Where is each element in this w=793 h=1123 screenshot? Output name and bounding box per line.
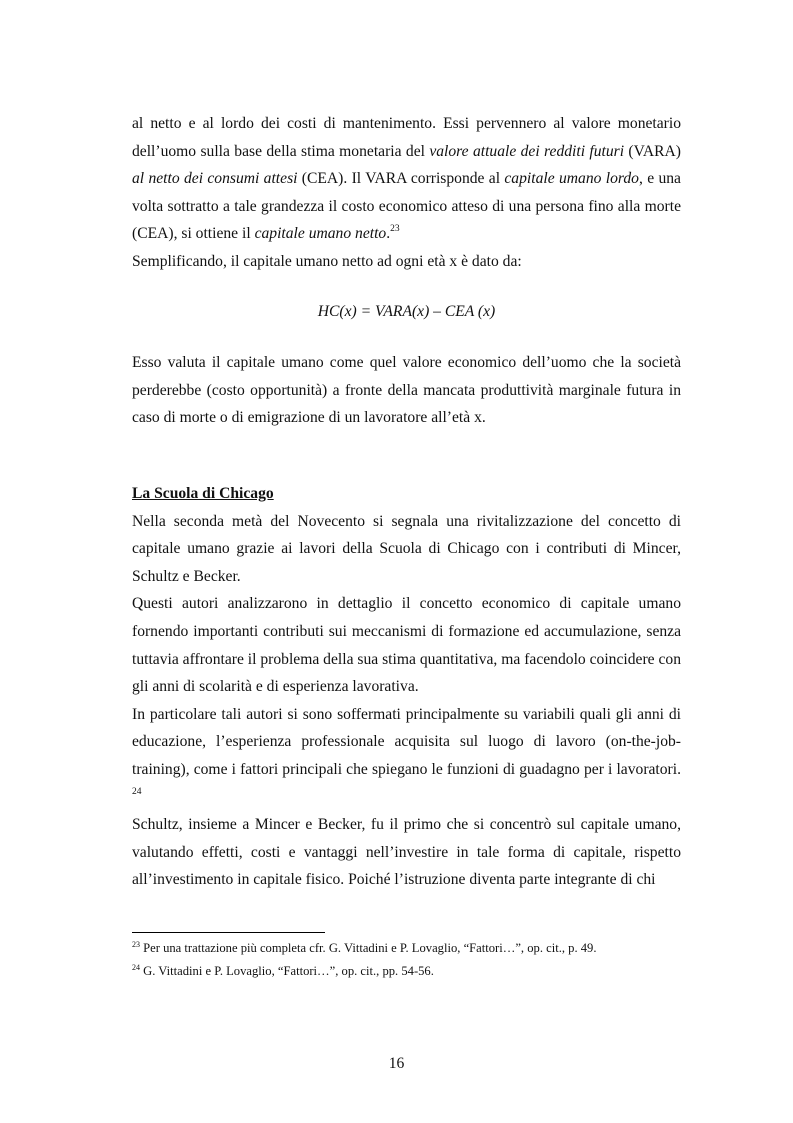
text-run: , e una volta sottratto a tale grandezza il costo economico atteso di una persona fino alla morte (CEA), si ottiene il — [132, 170, 681, 243]
footnote-number: 24 — [132, 963, 140, 972]
italic-run: al netto dei consumi attesi — [132, 170, 298, 188]
paragraph-valutazione: Esso valuta il capitale umano come quel valore economico dell’uomo che la società perderebbe (costo opportunità) a fronte della mancata produttività marginale futura in caso di morte o di emigrazione di un lavoratore all’età x. — [132, 354, 681, 427]
paragraph-vara — [132, 110, 681, 248]
footnote-23 — [132, 937, 681, 960]
footnote-text: Per una trattazione più completa cfr. G. Vittadini e P. Lovaglio, “Fattori…”, op. cit., p. 49. — [140, 941, 597, 955]
italic-run: capitale umano lordo — [504, 170, 639, 188]
paragraph-semplificando: Semplificando, il capitale umano netto ad ogni età x è dato da: — [132, 252, 522, 270]
italic-run: valore attuale dei redditi futuri — [429, 142, 625, 160]
text-run: In particolare tali autori si sono soffermati principalmente su variabili quali gli anni di educazione, l’esperienza professionale acquisita sul luogo di lavoro (on-the-job-training), come i fattori principali che spiegano le funzioni di guadagno per i lavoratori. — [132, 705, 681, 778]
paragraph-autori: Questi autori analizzarono in dettaglio il concetto economico di capitale umano fornendo importanti contributi sui meccanismi di formazione ed accumulazione, senza tuttavia affrontare il problema della sua stima quantitativa, ma facendolo coincidere con gli anni di scolarità e di esperienza lavorativa. — [132, 595, 681, 696]
text-run: al netto e al lordo dei costi di mantenimento. Essi pervennero al valore monetario dell’uomo sulla base della stima monetaria del — [132, 115, 681, 160]
footnote-ref-23[interactable]: 23 — [390, 224, 400, 235]
footnote-24 — [132, 960, 681, 983]
paragraph-schultz: Schultz, insieme a Mincer e Becker, fu il primo che si concentrò sul capitale umano, valutando effetti, costi e vantaggi nell’investire in tale forma di capitale, rispetto all’investimento in capitale fisico. Poiché l’istruzione diventa parte integrante di chi — [132, 816, 681, 889]
footnote-ref-24[interactable]: 24 — [132, 787, 142, 798]
body-text — [132, 110, 681, 894]
italic-run: capitale umano netto — [254, 225, 387, 243]
text-run: . — [386, 225, 391, 243]
footnote-text: G. Vittadini e P. Lovaglio, “Fattori…”, op. cit., pp. 54-56. — [140, 964, 434, 978]
footnote-divider — [132, 932, 325, 933]
footnote-number: 23 — [132, 940, 140, 949]
paragraph-novecento: Nella seconda metà del Novecento si segnala una rivitalizzazione del concetto di capitale umano grazie ai lavori della Scuola di Chicago con i contributi di Mincer, Schultz e Becker. — [132, 512, 681, 585]
section-heading: La Scuola di Chicago — [132, 484, 274, 502]
formula-hc: HC(x) = VARA(x) – CEA (x) — [317, 302, 496, 320]
text-run: (CEA). Il VARA corrisponde al — [297, 170, 505, 188]
paragraph-variabili — [132, 701, 681, 811]
page-number: 16 — [388, 1055, 405, 1072]
text-run: (VARA) — [624, 142, 681, 160]
footnotes — [132, 937, 681, 983]
section-spacer — [132, 432, 681, 480]
